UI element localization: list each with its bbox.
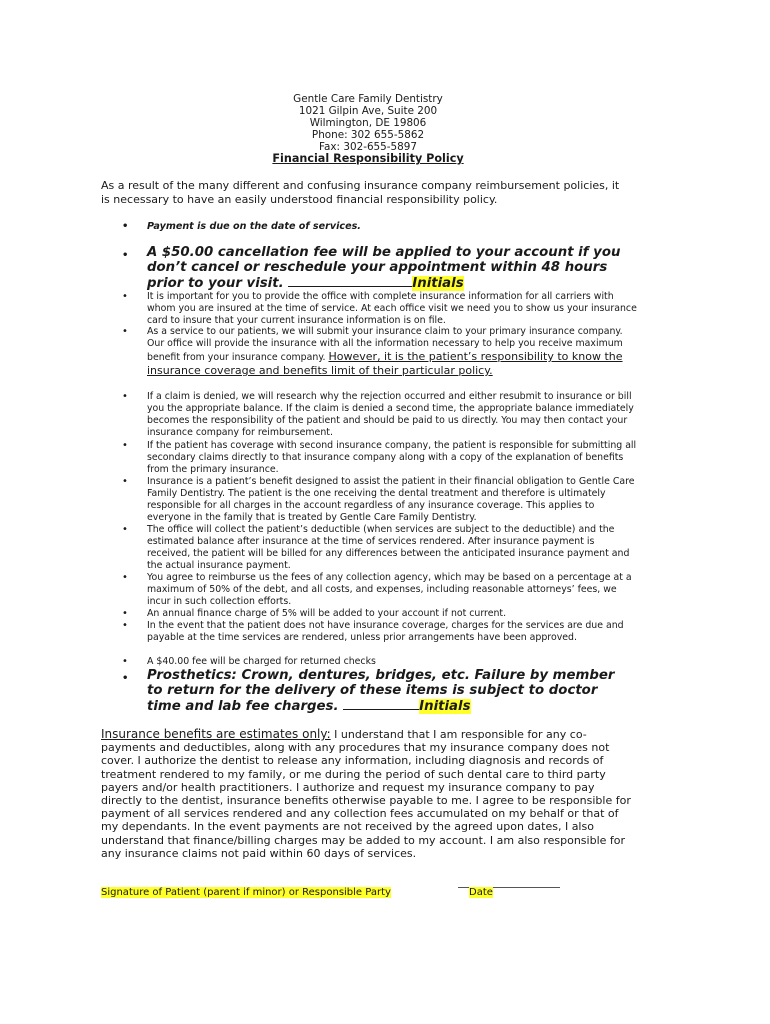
bullet-mark: • — [122, 620, 128, 631]
initials-blank[interactable] — [288, 275, 412, 287]
bullet-mark: • — [122, 250, 129, 261]
bullet-text: Insurance is a patient’s benefit designed to assist the patient in their financial obligation to Gentle Care Family Dentistry. The patient is the one receiving the dental treatment and therefore is ultimately responsible for all charges in the account regardless of any insurance coverage. This applies to everyone in the family that is treated by Gentle Care Family Dentistry. — [147, 476, 635, 523]
bullet-mark: • — [122, 524, 128, 535]
bullet-text: The office will collect the patient’s deductible (when services are subject to the deductible) and the estimated balance after insurance at the time of services rendered. After insurance payment is received, the patient will be billed for any differences between the anticipated insurance payment and the actual insurance payment. — [147, 524, 630, 571]
insurance-estimates-body: I understand that I am responsible for any co-payments and deductibles, along with any procedures that my insurance company does not cover. I authorize the dentist to release any information, including diagnosis and records of treatment rendered to my family, or me during the period of such dental care to third party payers and/or health practitioners. I authorize and request my insurance company to pay directly to the dentist, insurance benefits otherwise payable to me. I agree to be responsible for payment of all services rendered and any collection fees accumulated on my behalf or that of my dependants. In the event payments are not received by the agreed upon dates, I also understand that finance/billing charges may be added to my account. I am also responsible for any insurance claims not paid within 60 days of services. — [101, 728, 631, 860]
bullet-text: A $40.00 fee will be charged for returned checks — [147, 656, 376, 667]
bullet-mark: • — [122, 291, 128, 302]
bullet-text: Prosthetics: Crown, dentures, bridges, etc. Failure by member to return for the delivery of these items is subject to doctor time and lab fee charges. — [147, 668, 615, 714]
practice-name: Gentle Care Family Dentistry — [293, 93, 443, 105]
bullet-mark: • — [122, 476, 128, 487]
patient-signature-label[interactable]: Signature of Patient (parent if minor) or Responsible Party — [101, 887, 391, 898]
policy-title: Financial Responsibility Policy — [272, 152, 464, 165]
bullet-mark: • — [122, 608, 128, 619]
bullet-mark: • — [122, 656, 128, 667]
insurance-estimates-paragraph — [101, 728, 631, 860]
insurance-estimates-heading: Insurance benefits are estimates only: — [101, 727, 331, 741]
bullet-mark: • — [122, 221, 129, 232]
bullet-text: You agree to reimburse us the fees of any collection agency, which may be based on a percentage at a maximum of 50% of the debt, and all costs, and expenses, including reasonable attorneys’ fees, we incur in such collection efforts. — [147, 572, 632, 607]
date-label[interactable]: Date — [469, 887, 493, 898]
phone-number: Phone: 302 655-5862 — [311, 129, 425, 141]
bullet-mark: • — [122, 326, 128, 337]
bullet-mark: • — [122, 673, 129, 684]
letterhead — [0, 93, 736, 153]
bullet-text: As a service to our patients, we will submit your insurance claim to your primary insurance company. Our office will provide the insurance with all the information necessary to help you receive maximum benefit from your insurance company. — [147, 326, 623, 363]
address-line-2: Wilmington, DE 19806 — [309, 117, 427, 129]
patient-responsibility-note: However, it is the patient’s responsibility to know the insurance coverage and benefits limit of their particular policy. — [147, 350, 623, 377]
bullet-mark: • — [122, 440, 128, 451]
bullet-text: If the patient has coverage with second insurance company, the patient is responsible for submitting all secondary claims directly to that insurance company along with a copy of the explanation of benefits from the primary insurance. — [147, 440, 637, 475]
bullet-mark: • — [122, 391, 128, 402]
bullet-text: Payment is due on the date of services. — [147, 221, 361, 232]
bullet-text: If a claim is denied, we will research why the rejection occurred and either resubmit to insurance or bill you the appropriate balance. If the claim is denied a second time, the appropriate balance immediately becomes the responsibility of the patient and should be paid to us directly. You may then contact your insurance company for reimbursement. — [147, 391, 634, 438]
intro-paragraph: As a result of the many different and confusing insurance company reimbursement policies, it is necessary to have an easily understood financial responsibility policy. — [101, 179, 620, 206]
bullet-mark: • — [122, 572, 128, 583]
bullet-text: In the event that the patient does not have insurance coverage, charges for the services are due and payable at the time services are rendered, unless prior arrangements have been approved. — [147, 620, 624, 643]
fax-number: Fax: 302-655-5897 — [319, 141, 417, 153]
bullet-text: An annual finance charge of 5% will be added to your account if not current. — [147, 608, 507, 619]
bullet-text: It is important for you to provide the office with complete insurance information for all carriers with whom you are insured at the time of service. At each office visit we need you to show us your insurance card to insure that your current insurance information is on file. — [147, 291, 637, 326]
initials-label: Initials — [419, 699, 471, 714]
initials-label: Initials — [412, 276, 464, 291]
address-line-1: 1021 Gilpin Ave, Suite 200 — [298, 105, 438, 117]
bullet-text: A $50.00 cancellation fee will be applied to your account if you don’t cancel or reschedule your appointment within 48 hours prior to your visit. — [147, 245, 621, 291]
initials-blank[interactable] — [343, 698, 419, 710]
